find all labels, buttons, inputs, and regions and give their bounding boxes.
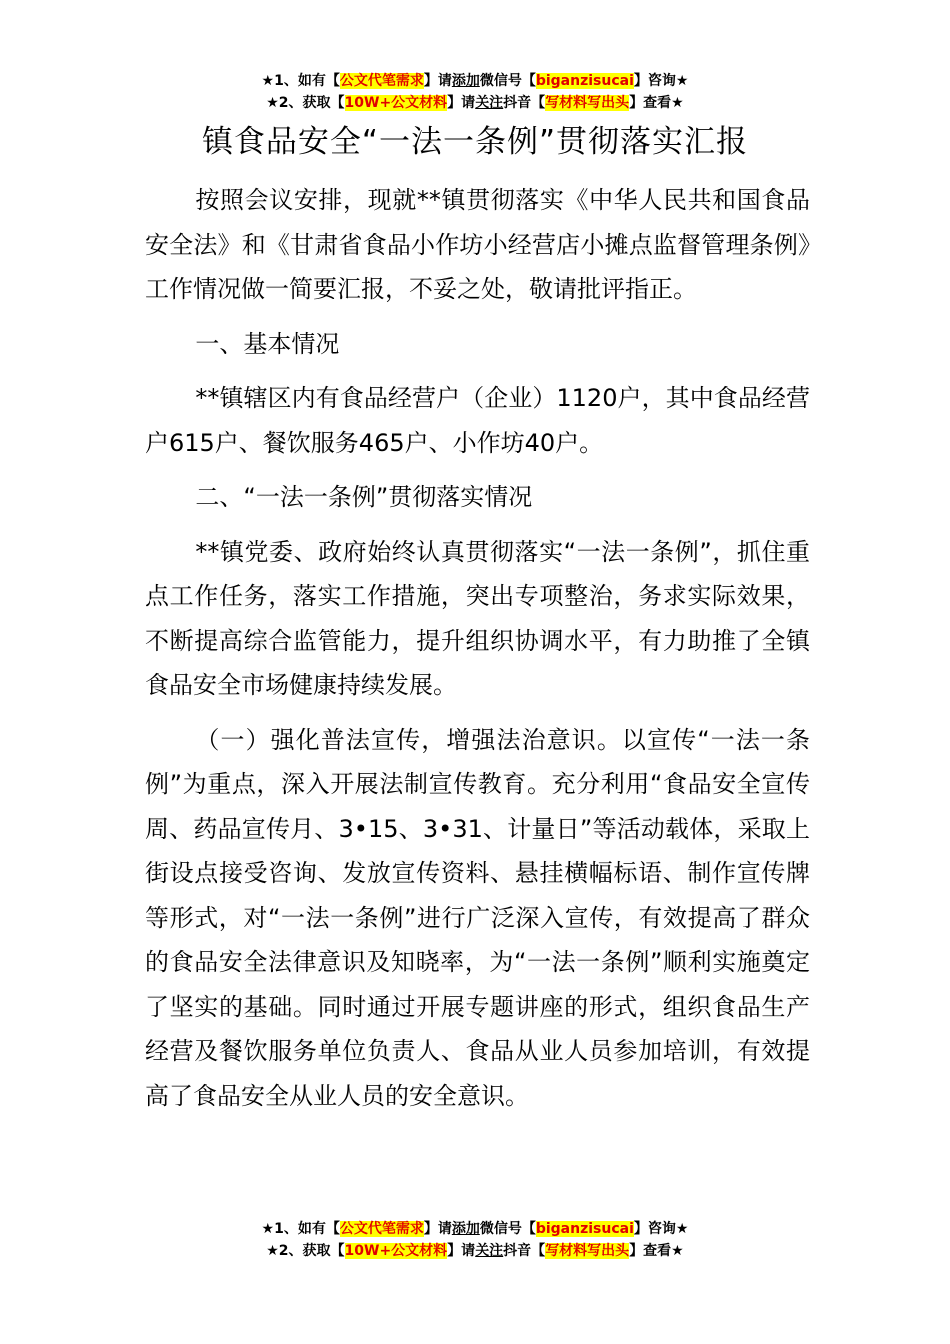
banner-text: ★1、如有【 <box>261 1221 340 1237</box>
banner-emphasis: 关注 <box>475 95 504 111</box>
banner-text: 】请 <box>423 1221 452 1237</box>
banner-highlight: 写材料写出头 <box>545 95 630 111</box>
banner-text: ★1、如有【 <box>261 73 340 89</box>
document-title: 镇食品安全“一法一条例”贯彻落实汇报 <box>201 124 749 160</box>
section-heading-implementation: 二、“一法一条例”贯彻落实情况 <box>195 483 533 511</box>
publicity-paragraph: （一）强化普法宣传，增强法治意识。以宣传“一法一条例”为重点，深入开展法制宣传教育。充分利用“食品安全宣传周、药品宣传月、3•15、3•31、计量日”等活动载体，采取上街设点接受咨询、发放宣传资料、悬挂横幅标语、制作宣传牌等形式，对“一法一条例”进行广泛深入宣传，有效提高了群众的食品安全法律意识及知晓率，为“一法一条例”顺利实施奠定了坚实的基础。同时通过开展专题讲座的形式，组织食品生产经营及餐饮服务单位负责人、食品从业人员参加培训，有效提高了食品安全从业人员的安全意识。 <box>145 725 810 1110</box>
intro-paragraph: 按照会议安排，现就**镇贯彻落实《中华人民共和国食品安全法》和《甘肃省食品小作坊小经营店小摊点监督管理条例》工作情况做一简要汇报，不妥之处，敬请批评指正。 <box>145 186 810 303</box>
banner-text: 】请 <box>423 73 452 89</box>
banner-highlight: 公文代笔需求 <box>339 1221 424 1237</box>
banner-text: 】咨询★ <box>633 73 689 89</box>
banner-text: 】请 <box>447 1243 476 1259</box>
banner-highlight: biganzisucai <box>535 1221 634 1237</box>
banner-text: 抖音【 <box>503 1243 546 1259</box>
banner-line-1 <box>0 70 950 92</box>
banner-line-2 <box>0 1240 950 1262</box>
banner-text: 】请 <box>447 95 476 111</box>
banner-text: ★2、获取【 <box>266 95 345 111</box>
document-body <box>145 178 810 1128</box>
bottom-banner <box>0 1218 950 1262</box>
banner-line-1 <box>0 1218 950 1240</box>
implementation-paragraph: **镇党委、政府始终认真贯彻落实“一法一条例”，抓住重点工作任务，落实工作措施，突出专项整治，务求实际效果，不断提高综合监管能力，提升组织协调水平，有力助推了全镇食品安全市场健康持续发展。 <box>145 537 810 699</box>
banner-emphasis: 关注 <box>475 1243 504 1259</box>
banner-text: 抖音【 <box>503 95 546 111</box>
banner-text: 微信号【 <box>479 73 536 89</box>
banner-emphasis: 添加 <box>451 73 480 89</box>
banner-text: 微信号【 <box>479 1221 536 1237</box>
banner-text: 】查看★ <box>629 95 684 111</box>
banner-highlight: 公文代笔需求 <box>339 73 424 89</box>
section-heading-basic-situation: 一、基本情况 <box>195 329 340 358</box>
banner-highlight: biganzisucai <box>535 73 634 89</box>
banner-highlight: 10W+公文材料 <box>344 95 448 111</box>
basic-situation-paragraph: **镇辖区内有食品经营户（企业）1120户，其中食品经营户615户、餐饮服务465户、小作坊40户。 <box>145 384 810 457</box>
banner-line-2 <box>0 92 950 114</box>
banner-emphasis: 添加 <box>451 1221 480 1237</box>
banner-highlight: 10W+公文材料 <box>344 1243 448 1259</box>
banner-highlight: 写材料写出头 <box>545 1243 630 1259</box>
top-banner <box>0 70 950 114</box>
banner-text: ★2、获取【 <box>266 1243 345 1259</box>
banner-text: 】查看★ <box>629 1243 684 1259</box>
banner-text: 】咨询★ <box>633 1221 689 1237</box>
